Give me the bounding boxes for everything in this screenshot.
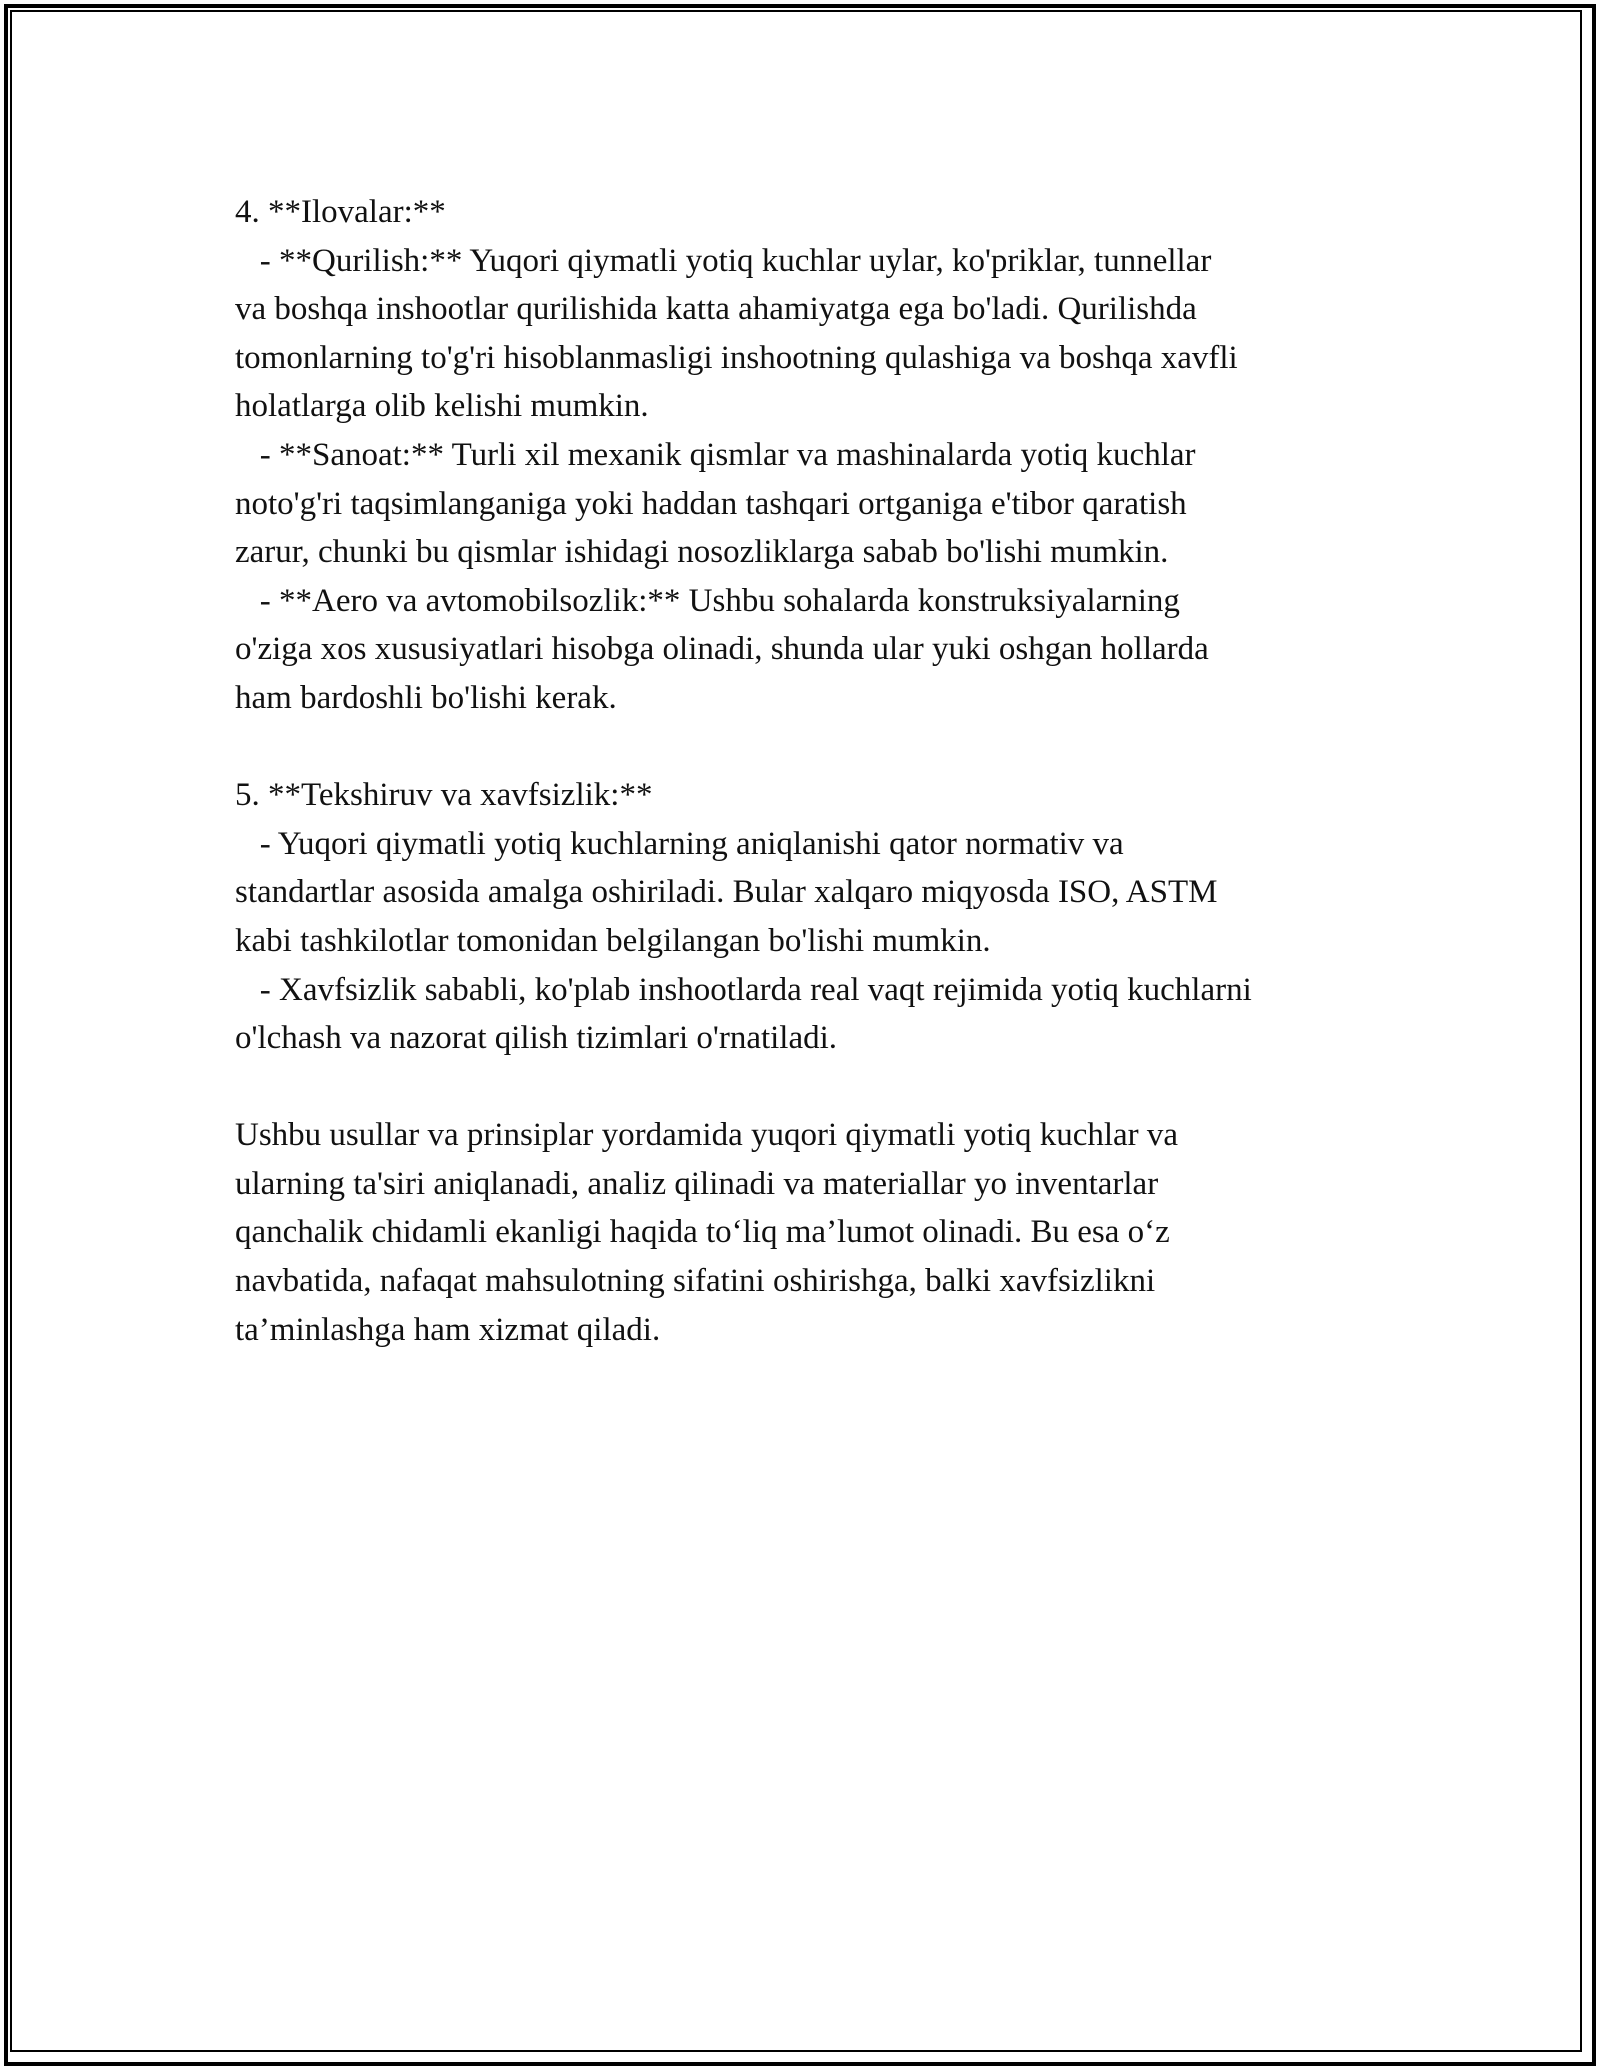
section-5-heading: 5. **Tekshiruv va xavfsizlik:** bbox=[235, 777, 653, 814]
section-5-line: - Xavfsizlik sababli, ko'plab inshootlarda real vaqt rejimida yotiq kuchlarni bbox=[235, 971, 1252, 1008]
conclusion-line: Ushbu usullar va prinsiplar yordamida yuqori qiymatli yotiq kuchlar va bbox=[235, 1117, 1179, 1154]
section-4-line: zarur, chunki bu qismlar ishidagi nosozliklarga sabab bo'lishi mumkin. bbox=[235, 534, 1169, 571]
section-4-line: - **Sanoat:** Turli xil mexanik qismlar va mashinalarda yotiq kuchlar bbox=[235, 436, 1196, 473]
section-4-line: tomonlarning to'g'ri hisoblanmasligi inshootning qulashiga va boshqa xavfli bbox=[235, 339, 1238, 376]
section-4-line: o'ziga xos xususiyatlari hisobga olinadi, shunda ular yuki oshgan hollarda bbox=[235, 631, 1209, 668]
paragraph-spacer bbox=[235, 1063, 1385, 1112]
conclusion-line: ta’minlashga ham xizmat qiladi. bbox=[235, 1311, 661, 1348]
section-5-line: kabi tashkilotlar tomonidan belgilangan bo'lishi mumkin. bbox=[235, 922, 991, 959]
section-5-line: standartlar asosida amalga oshiriladi. Bular xalqaro miqyosda ISO, ASTM bbox=[235, 874, 1218, 911]
conclusion-line: ularning ta'siri aniqlanadi, analiz qilinadi va materiallar yo inventarlar bbox=[235, 1165, 1159, 1202]
section-5-inspection-safety bbox=[235, 771, 1385, 1063]
paragraph-spacer bbox=[235, 723, 1385, 772]
conclusion-paragraph bbox=[235, 1111, 1385, 1354]
conclusion-line: navbatida, nafaqat mahsulotning sifatini oshirishga, balki xavfsizlikni bbox=[235, 1263, 1156, 1300]
conclusion-line: qanchalik chidamli ekanligi haqida to‘liq ma’lumot olinadi. Bu esa o‘z bbox=[235, 1214, 1170, 1251]
section-4-line: va boshqa inshootlar qurilishida katta ahamiyatga ega bo'ladi. Qurilishda bbox=[235, 291, 1197, 328]
section-4-line: - **Aero va avtomobilsozlik:** Ushbu sohalarda konstruksiyalarning bbox=[235, 582, 1180, 619]
section-4-line: - **Qurilish:** Yuqori qiymatli yotiq kuchlar uylar, ko'priklar, tunnellar bbox=[235, 242, 1212, 279]
document-body bbox=[235, 188, 1385, 1354]
section-5-line: o'lchash va nazorat qilish tizimlari o'rnatiladi. bbox=[235, 1020, 838, 1057]
section-4-line: ham bardoshli bo'lishi kerak. bbox=[235, 679, 617, 716]
section-4-heading: 4. **Ilovalar:** bbox=[235, 194, 446, 230]
section-4-applications bbox=[235, 188, 1385, 723]
section-5-line: - Yuqori qiymatli yotiq kuchlarning aniqlanishi qator normativ va bbox=[235, 825, 1124, 862]
section-4-line: holatlarga olib kelishi mumkin. bbox=[235, 388, 649, 425]
section-4-line: noto'g'ri taqsimlanganiga yoki haddan tashqari ortganiga e'tibor qaratish bbox=[235, 485, 1187, 522]
